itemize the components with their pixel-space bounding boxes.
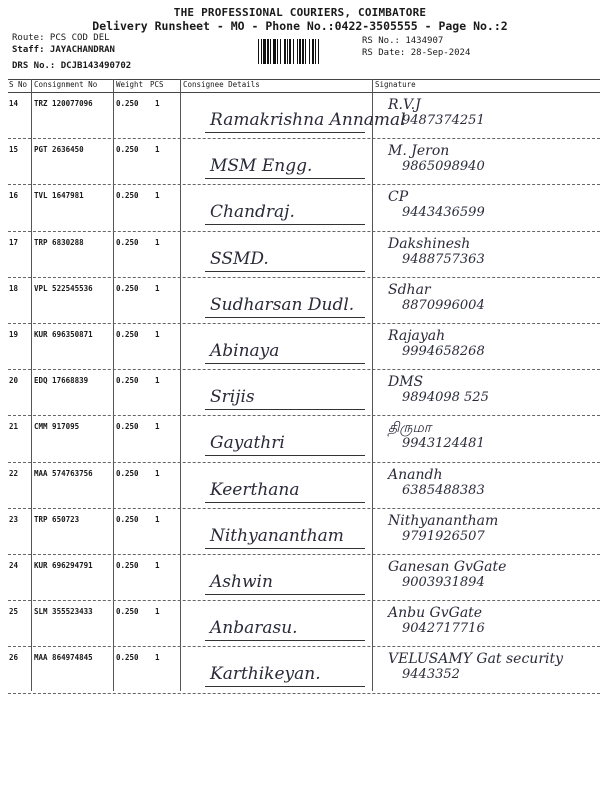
- handwriting-underline: [205, 455, 365, 456]
- row-consignee-handwritten: MSM Engg.: [210, 156, 313, 177]
- barcode-image: [258, 39, 353, 64]
- row-consignee-handwritten: Abinaya: [210, 341, 280, 361]
- row-separator: [8, 415, 600, 416]
- row-signature-phone: 9865098940: [402, 159, 485, 175]
- row-sno: 23: [9, 514, 19, 524]
- row-consignee-handwritten: SSMD.: [210, 248, 269, 269]
- row-separator: [8, 323, 600, 324]
- row-consignment-no: TRP 6830288: [34, 237, 84, 247]
- row-pcs: 1: [155, 514, 160, 524]
- row-consignee-handwritten: Sudharsan Dudl.: [210, 294, 355, 315]
- row-signature-name: Dakshinesh: [388, 235, 471, 252]
- row-separator: [8, 646, 600, 647]
- drs-number: DRS No.: DCJB143490702: [12, 61, 132, 71]
- row-signature-phone: 9487374251: [402, 113, 485, 128]
- row-separator: [8, 369, 600, 370]
- handwriting-underline: [205, 640, 365, 641]
- row-weight: 0.250: [116, 514, 139, 524]
- row-sno: 20: [9, 376, 19, 386]
- row-pcs: 1: [155, 191, 160, 201]
- row-weight: 0.250: [116, 653, 139, 663]
- column-divider: [113, 79, 114, 691]
- row-consignment-no: KUR 696294791: [34, 561, 93, 570]
- row-consignment-no: SLM 355523433: [34, 607, 93, 617]
- row-weight: 0.250: [116, 330, 139, 339]
- row-consignment-no: TRZ 120077096: [34, 99, 93, 108]
- row-sno: 16: [9, 191, 19, 201]
- row-signature-name: Anbu GvGate: [388, 605, 483, 622]
- row-weight: 0.250: [116, 422, 139, 432]
- row-separator: [8, 600, 600, 601]
- handwriting-underline: [205, 224, 365, 225]
- row-weight: 0.250: [116, 99, 139, 108]
- row-pcs: 1: [155, 607, 160, 617]
- row-sno: 19: [9, 330, 19, 339]
- header-consignment: Consignment No: [34, 80, 98, 89]
- row-weight: 0.250: [116, 607, 139, 617]
- row-sno: 21: [9, 422, 19, 432]
- row-signature-name: Anandh: [388, 466, 443, 483]
- handwriting-underline: [205, 594, 365, 595]
- row-consignment-no: TVL 1647981: [34, 191, 84, 201]
- row-pcs: 1: [155, 283, 160, 293]
- table-top-line: [8, 79, 600, 80]
- row-separator: [8, 554, 600, 555]
- row-consignment-no: CMM 917095: [34, 422, 80, 432]
- row-consignment-no: PGT 2636450: [34, 145, 84, 155]
- row-consignment-no: TRP 650723: [34, 514, 80, 524]
- row-pcs: 1: [155, 237, 160, 247]
- row-separator: [8, 184, 600, 185]
- row-signature-phone: 6385488383: [402, 482, 485, 498]
- runsheet-subtitle: Delivery Runsheet - MO - Phone No.:0422-3505555 - Page No.:2: [92, 19, 508, 33]
- row-consignee-handwritten: Srijis: [210, 387, 255, 408]
- handwriting-underline: [205, 548, 365, 549]
- row-consignment-no: EDQ 17668839: [34, 376, 89, 386]
- row-consignee-handwritten: Nithyanantham: [210, 525, 344, 546]
- handwriting-underline: [205, 502, 365, 503]
- column-divider: [180, 79, 181, 691]
- row-weight: 0.250: [116, 283, 139, 293]
- row-consignment-no: MAA 864974845: [34, 653, 93, 663]
- row-signature-name: Nithyanantham: [388, 512, 499, 529]
- row-signature-phone: 9042717716: [402, 621, 485, 637]
- row-sno: 14: [9, 99, 19, 108]
- row-sno: 22: [9, 468, 19, 478]
- row-signature-name: CP: [388, 189, 409, 206]
- row-pcs: 1: [155, 422, 160, 432]
- row-signature-phone: 9943124481: [402, 436, 485, 452]
- row-weight: 0.250: [116, 561, 139, 570]
- row-sno: 26: [9, 653, 19, 663]
- staff-label: Staff: JAYACHANDRAN: [12, 45, 115, 55]
- handwriting-underline: [205, 271, 365, 272]
- row-sno: 24: [9, 561, 19, 570]
- rs-date: RS Date: 28-Sep-2024: [362, 48, 471, 58]
- handwriting-underline: [205, 363, 365, 364]
- row-signature-name: Sdhar: [388, 281, 431, 298]
- row-separator: [8, 693, 600, 694]
- table-header-line: [8, 92, 600, 93]
- row-signature-name: M. Jeron: [388, 143, 450, 160]
- row-consignment-no: VPL 522545536: [34, 283, 93, 293]
- row-consignee-handwritten: Keerthana: [210, 479, 300, 500]
- row-separator: [8, 231, 600, 232]
- row-consignee-handwritten: Anbarasu.: [210, 618, 298, 639]
- route-label: Route: PCS COD DEL: [12, 33, 110, 43]
- column-divider: [31, 79, 32, 691]
- row-signature-phone: 9994658268: [402, 344, 485, 359]
- row-signature-phone: 9443436599: [402, 205, 485, 221]
- row-pcs: 1: [155, 330, 160, 339]
- header-pcs: PCS: [150, 80, 164, 89]
- row-signature-phone: 8870996004: [402, 297, 485, 313]
- row-pcs: 1: [155, 468, 160, 478]
- header-sno: S No: [9, 80, 28, 89]
- row-sno: 17: [9, 237, 19, 247]
- row-pcs: 1: [155, 653, 160, 663]
- rs-number: RS No.: 1434907: [362, 36, 444, 46]
- row-consignee-handwritten: Karthikeyan.: [210, 664, 321, 685]
- company-title: THE PROFESSIONAL COURIERS, COIMBATORE: [173, 6, 427, 19]
- row-signature-phone: 9003931894: [402, 575, 485, 590]
- row-signature-phone: 9894098 525: [402, 390, 489, 406]
- row-consignment-no: MAA 574763756: [34, 468, 93, 478]
- row-weight: 0.250: [116, 376, 139, 386]
- handwriting-underline: [205, 686, 365, 687]
- row-weight: 0.250: [116, 468, 139, 478]
- row-signature-name: VELUSAMY Gat security: [388, 651, 564, 668]
- row-separator: [8, 462, 600, 463]
- row-pcs: 1: [155, 376, 160, 386]
- row-consignee-handwritten: Chandraj.: [210, 202, 295, 223]
- row-consignee-handwritten: Ramakrishna Annamal: [210, 110, 406, 130]
- header-consignee: Consignee Details: [183, 80, 260, 89]
- handwriting-underline: [205, 409, 365, 410]
- row-pcs: 1: [155, 99, 160, 108]
- row-separator: [8, 138, 600, 139]
- handwriting-underline: [205, 132, 365, 133]
- row-weight: 0.250: [116, 191, 139, 201]
- row-signature-name: Rajayah: [388, 328, 446, 344]
- row-sno: 18: [9, 283, 19, 293]
- row-signature-phone: 9443352: [402, 667, 460, 683]
- row-weight: 0.250: [116, 237, 139, 247]
- row-signature-phone: 9791926507: [402, 528, 485, 544]
- row-sno: 15: [9, 145, 19, 155]
- row-signature-name: திருமா: [388, 420, 432, 437]
- row-signature-name: DMS: [388, 374, 424, 391]
- handwriting-underline: [205, 317, 365, 318]
- row-consignee-handwritten: Gayathri: [210, 433, 285, 454]
- handwriting-underline: [205, 178, 365, 179]
- row-pcs: 1: [155, 561, 160, 570]
- row-separator: [8, 277, 600, 278]
- row-signature-name: R.V.J: [388, 97, 421, 113]
- row-separator: [8, 508, 600, 509]
- row-consignment-no: KUR 696350871: [34, 330, 93, 339]
- row-pcs: 1: [155, 145, 160, 155]
- row-sno: 25: [9, 607, 19, 617]
- header-weight: Weight: [116, 80, 144, 89]
- row-consignee-handwritten: Ashwin: [210, 572, 273, 592]
- row-weight: 0.250: [116, 145, 139, 155]
- column-divider: [372, 79, 373, 691]
- row-signature-phone: 9488757363: [402, 251, 485, 267]
- row-signature-name: Ganesan GvGate: [388, 559, 507, 575]
- header-signature: Signature: [375, 80, 416, 89]
